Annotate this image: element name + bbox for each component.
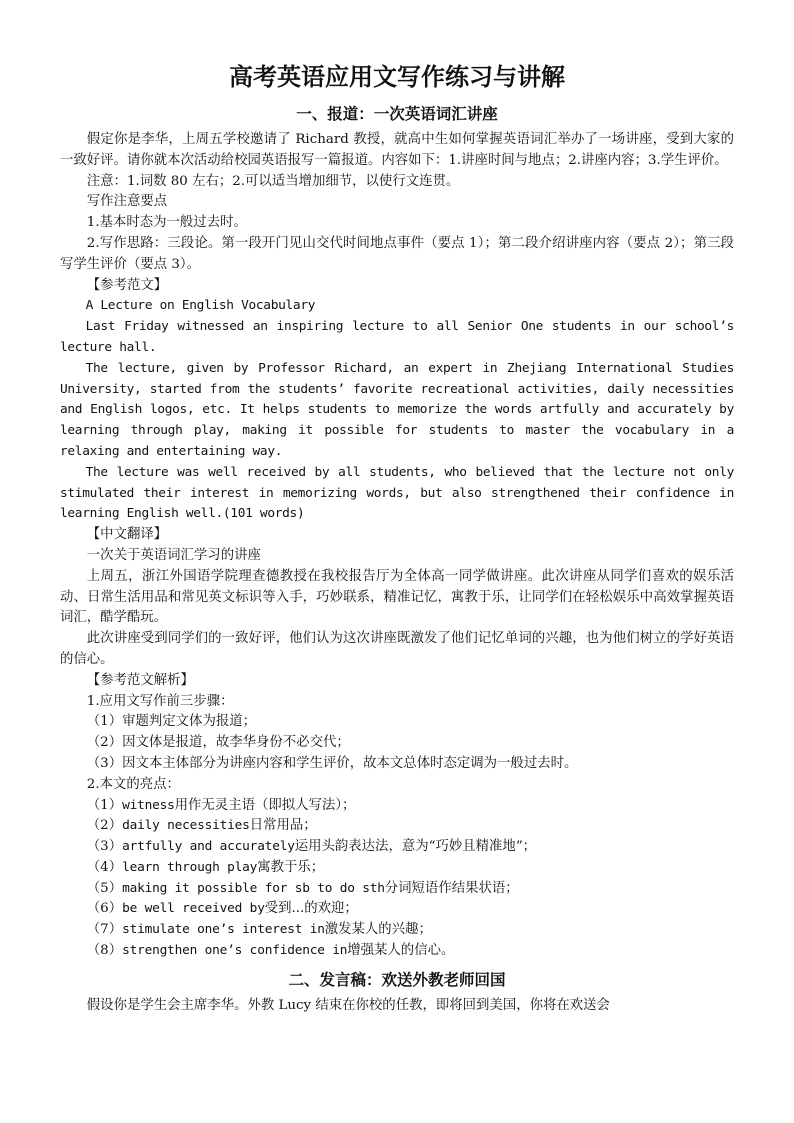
- highlight-item: [60, 941, 734, 962]
- highlight-explanation: 增强某人的信心。: [347, 943, 455, 959]
- translation-label: 【中文翻译】: [86, 527, 168, 543]
- translation-paragraph-1: 上周五，浙江外国语学院理查德教授在我校报告厅为全体高一同学做讲座。此次讲座从同学们喜欢的娱乐活动、日常生活用品和常见英文标识等入手，巧妙联系，精准记忆，寓教于乐，让同学们在轻松娱乐中高效掌握英语词汇，酷学酷玩。: [60, 568, 734, 626]
- writing-tips-label: 写作注意要点: [86, 194, 168, 210]
- highlight-item: [60, 879, 734, 900]
- highlight-phrase: daily necessities: [122, 818, 250, 834]
- highlight-item: [60, 920, 734, 941]
- sample-essay-paragraph-1: Last Friday witnessed an inspiring lecture to all Senior One students in our school’s lecture hall.: [60, 319, 734, 355]
- highlight-explanation: 运用头韵表达法，意为“巧妙且精准地”；: [294, 839, 537, 855]
- writing-tip-1: 1.基本时态为一般过去时。: [86, 215, 247, 231]
- highlight-phrase: artfully and accurately: [122, 839, 295, 855]
- highlights-title: 2.本文的亮点：: [86, 776, 180, 792]
- task-prompt: 假定你是李华，上周五学校邀请了 Richard 教授，就高中生如何掌握英语词汇举办了一场讲座，受到大家的一致好评。请你就本次活动给校园英语报写一篇报道。内容如下：1.讲座时间与地点；2.讲座内容；3.学生评价。: [60, 132, 734, 168]
- highlight-item: [60, 837, 734, 858]
- step-item: （1）审题判定文体为报道；: [86, 714, 257, 730]
- sample-essay-paragraph-2: The lecture, given by Professor Richard, an expert in Zhejiang International Studies University, started from the students’ favorite recreational activities, daily necessities and English logos, etc. It helps students to memorize the words artfully and accurately by learning through play, making it possible for students to master the vocabulary in a relaxing and entertaining way.: [60, 360, 734, 459]
- step-item: （3）因文本主体部分为讲座内容和学生评价，故本文总体时态定调为一般过去时。: [86, 755, 578, 771]
- highlight-phrase: making it possible for sb to do sth: [122, 880, 385, 896]
- sample-essay-paragraph-3: The lecture was well received by all students, who believed that the lecture not only stimulated their interest in memorizing words, but also strengthened their confidence in learning English well.(101 words): [60, 464, 734, 522]
- highlight-item: [60, 858, 734, 879]
- steps-title: 1.应用文写作前三步骤：: [86, 693, 234, 709]
- highlight-explanation: 用作无灵主语（即拟人写法）；: [174, 797, 356, 813]
- document-page: [60, 60, 734, 1017]
- document-title: 高考英语应用文写作练习与讲解: [229, 63, 565, 91]
- highlight-phrase: witness: [122, 797, 175, 813]
- highlight-number: （5）: [86, 880, 123, 896]
- highlight-number: （4）: [86, 859, 123, 875]
- task-notice: 注意：1.词数 80 左右；2.可以适当增加细节，以使行文连贯。: [86, 173, 460, 189]
- highlight-number: （1）: [86, 797, 123, 813]
- speech-task-prompt: 假设你是学生会主席李华。外教 Lucy 结束在你校的任教，即将回到美国，你将在欢送会: [86, 997, 610, 1013]
- highlight-explanation: 激发某人的兴趣；: [324, 922, 432, 938]
- highlight-number: （3）: [86, 839, 123, 855]
- writing-tip-2: 2.写作思路：三段论。第一段开门见山交代时间地点事件（要点 1）；第二段介绍讲座内容（要点 2）；第三段写学生评价（要点 3）。: [60, 235, 734, 272]
- sample-essay-label: 【参考范文】: [86, 277, 168, 293]
- highlight-number: （7）: [86, 922, 123, 938]
- highlight-explanation: 日常用品；: [249, 818, 317, 834]
- highlight-item: [60, 796, 734, 817]
- step-item: （2）因文体是报道，故李华身份不必交代；: [86, 735, 350, 751]
- highlight-number: （6）: [86, 901, 123, 917]
- highlight-phrase: be well received by: [122, 901, 265, 917]
- translation-title: 一次关于英语词汇学习的讲座: [86, 547, 261, 563]
- sample-essay-title: A Lecture on English Vocabulary: [85, 298, 316, 314]
- highlight-phrase: learn through play: [122, 859, 258, 875]
- highlight-number: （2）: [86, 818, 123, 834]
- highlight-phrase: stimulate one’s interest in: [122, 922, 325, 938]
- section-heading-report: 一、报道：一次英语词汇讲座: [296, 105, 498, 123]
- analysis-label: 【参考范文解析】: [86, 672, 194, 688]
- highlight-explanation: 受到...的欢迎；: [264, 901, 358, 917]
- highlight-phrase: strengthen one’s confidence in: [122, 943, 348, 959]
- highlight-explanation: 寓教于乐；: [257, 859, 325, 875]
- highlight-number: （8）: [86, 943, 123, 959]
- highlight-item: [60, 816, 734, 837]
- highlight-item: [60, 899, 734, 920]
- highlight-explanation: 分词短语作结果状语；: [384, 880, 519, 896]
- translation-paragraph-2: 此次讲座受到同学们的一致好评，他们认为这次讲座既激发了他们记忆单词的兴趣，也为他们树立的学好英语的信心。: [60, 631, 734, 667]
- section-heading-speech: 二、发言稿：欢送外教老师回国: [288, 970, 506, 989]
